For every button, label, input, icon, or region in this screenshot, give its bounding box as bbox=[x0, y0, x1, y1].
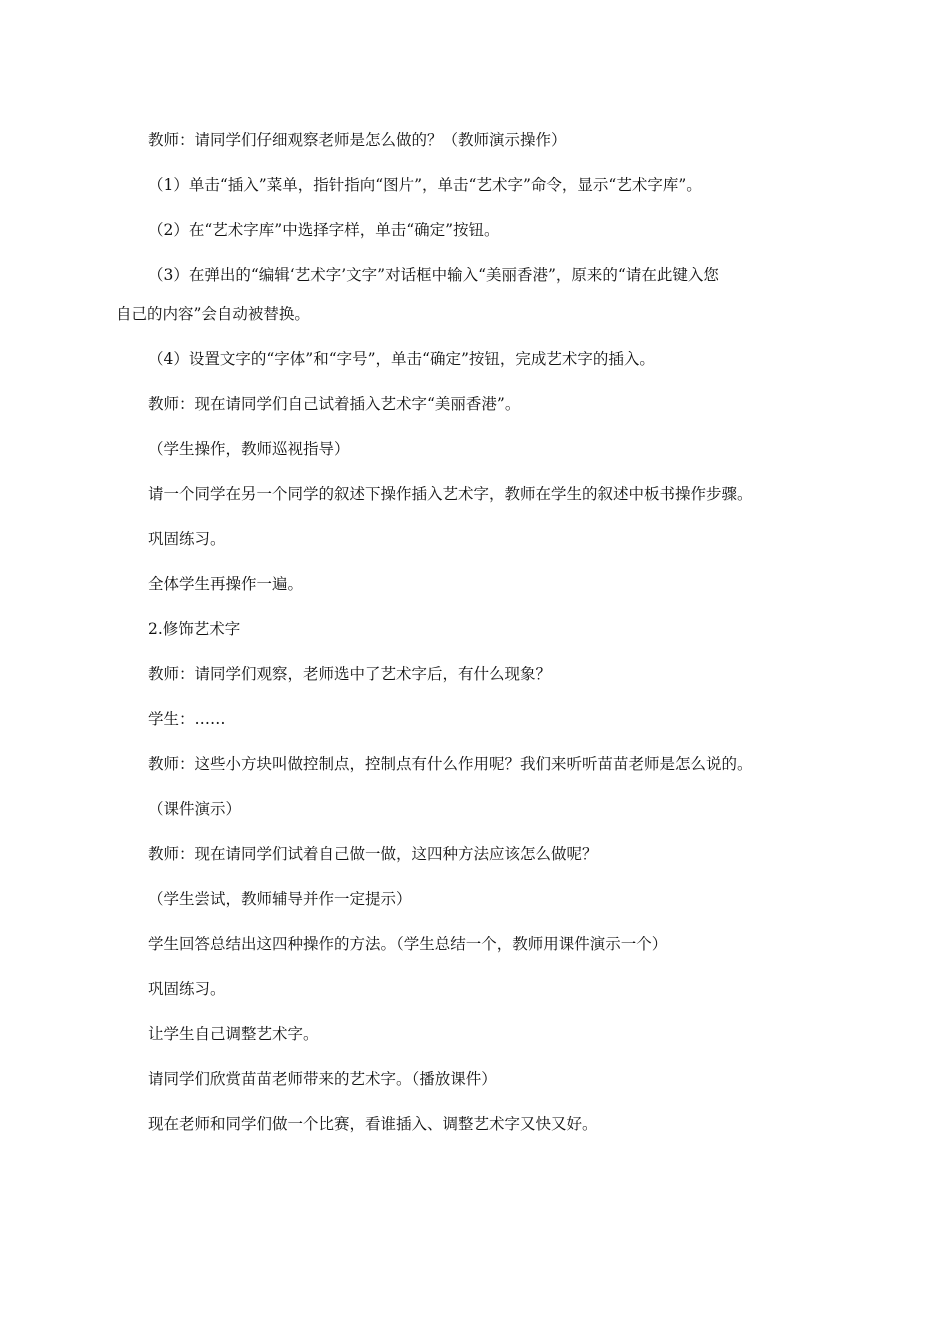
paragraph: （学生操作，教师巡视指导） bbox=[148, 440, 350, 458]
paragraph: （3）在弹出的“编辑‘艺术字’文字”对话框中输入“美丽香港”，原来的“请在此键入您 bbox=[148, 266, 719, 284]
paragraph: （学生尝试，教师辅导并作一定提示） bbox=[148, 890, 412, 908]
paragraph: （4）设置文字的“字体”和“字号”，单击“确定”按钮，完成艺术字的插入。 bbox=[148, 350, 655, 368]
paragraph: 教师：请同学们观察，老师选中了艺术字后，有什么现象？ bbox=[148, 665, 552, 683]
section-heading: 2.修饰艺术字 bbox=[148, 620, 241, 638]
paragraph: （1）单击“插入”菜单，指针指向“图片”，单击“艺术字”命令，显示“艺术字库”。 bbox=[148, 176, 702, 194]
paragraph: 让学生自己调整艺术字。 bbox=[148, 1025, 319, 1043]
paragraph: 教师：请同学们仔细观察老师是怎么做的？（教师演示操作） bbox=[148, 131, 567, 149]
paragraph: 学生：…… bbox=[148, 710, 226, 728]
paragraph: 巩固练习。 bbox=[148, 980, 226, 998]
paragraph: 学生回答总结出这四种操作的方法。（学生总结一个，教师用课件演示一个） bbox=[148, 935, 668, 953]
paragraph: 请同学们欣赏苗苗老师带来的艺术字。（播放课件） bbox=[148, 1070, 497, 1088]
paragraph: 教师：这些小方块叫做控制点，控制点有什么作用呢？我们来听听苗苗老师是怎么说的。 bbox=[148, 755, 753, 773]
paragraph: 现在老师和同学们做一个比赛，看谁插入、调整艺术字又快又好。 bbox=[148, 1115, 598, 1133]
paragraph: 全体学生再操作一遍。 bbox=[148, 575, 304, 593]
paragraph: 巩固练习。 bbox=[148, 530, 226, 548]
paragraph-continuation: 自己的内容”会自动被替换。 bbox=[116, 305, 310, 323]
paragraph: 教师：现在请同学们自己试着插入艺术字“美丽香港”。 bbox=[148, 395, 521, 413]
paragraph: （2）在“艺术字库”中选择字样，单击“确定”按钮。 bbox=[148, 221, 500, 239]
paragraph: 请一个同学在另一个同学的叙述下操作插入艺术字，教师在学生的叙述中板书操作步骤。 bbox=[148, 485, 753, 503]
paragraph: （课件演示） bbox=[148, 800, 242, 818]
paragraph: 教师：现在请同学们试着自己做一做，这四种方法应该怎么做呢？ bbox=[148, 845, 598, 863]
